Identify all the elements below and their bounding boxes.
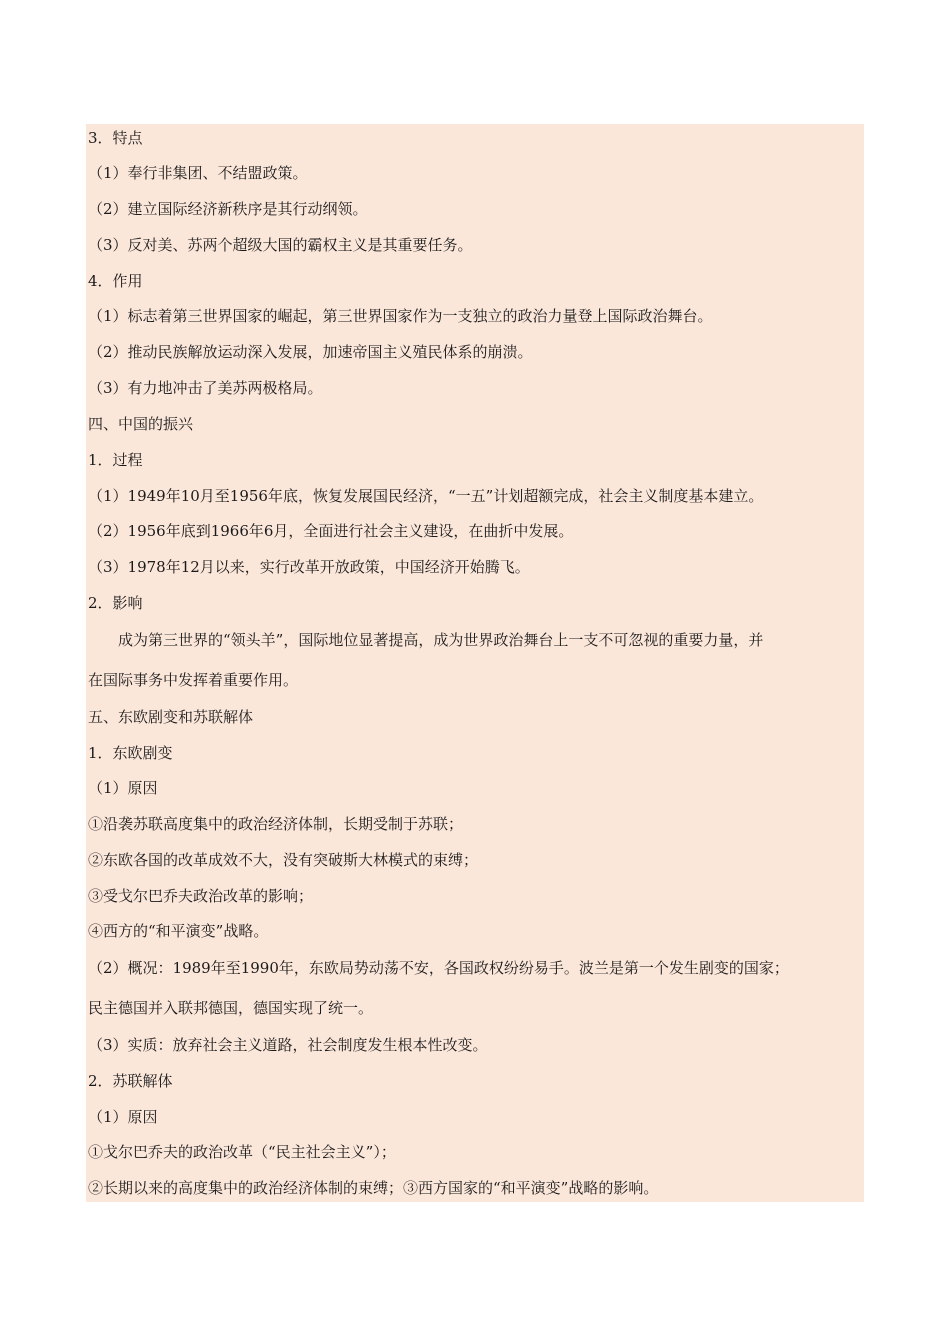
- paragraph: （1）1949年10月至1956年底，恢复发展国民经济，“一五”计划超额完成，社会主义制度基本建立。: [88, 487, 764, 505]
- paragraph: （1）奉行非集团、不结盟政策。: [88, 164, 308, 182]
- list-item: ④西方的“和平演变”战略。: [88, 922, 269, 940]
- chapter-heading: 五、东欧剧变和苏联解体: [88, 708, 254, 726]
- chapter-heading: 四、中国的振兴: [88, 415, 194, 433]
- section-heading: 4．作用: [88, 272, 143, 290]
- section-heading: 2．苏联解体: [88, 1072, 173, 1090]
- list-item: ①沿袭苏联高度集中的政治经济体制，长期受制于苏联；: [88, 815, 464, 833]
- section-heading: 1．东欧剧变: [88, 744, 173, 762]
- paragraph: （3）实质：放弃社会主义道路，社会制度发生根本性改变。: [88, 1036, 488, 1054]
- document-page: [86, 124, 864, 1202]
- paragraph: （3）反对美、苏两个超级大国的霸权主义是其重要任务。: [88, 236, 473, 254]
- paragraph: （3）1978年12月以来，实行改革开放政策，中国经济开始腾飞。: [88, 558, 530, 576]
- list-item: ②东欧各国的改革成效不大，没有突破斯大林模式的束缚；: [88, 851, 479, 869]
- paragraph: （2）建立国际经济新秩序是其行动纲领。: [88, 200, 368, 218]
- list-item: ③受戈尔巴乔夫政治改革的影响；: [88, 887, 314, 905]
- paragraph: （1）标志着第三世界国家的崛起，第三世界国家作为一支独立的政治力量登上国际政治舞台。: [88, 307, 713, 325]
- section-heading: 2．影响: [88, 594, 143, 612]
- paragraph: （3）有力地冲击了美苏两极格局。: [88, 379, 323, 397]
- section-heading: 1．过程: [88, 451, 143, 469]
- paragraph: 民主德国并入联邦德国，德国实现了统一。: [88, 999, 374, 1017]
- paragraph: （2）推动民族解放运动深入发展，加速帝国主义殖民体系的崩溃。: [88, 343, 533, 361]
- paragraph: （1）原因: [88, 779, 158, 797]
- list-item: ②长期以来的高度集中的政治经济体制的束缚；③西方国家的“和平演变”战略的影响。: [88, 1179, 659, 1197]
- paragraph: （2）1956年底到1966年6月，全面进行社会主义建设，在曲折中发展。: [88, 522, 574, 540]
- section-heading: 3．特点: [88, 129, 143, 147]
- paragraph: 成为第三世界的“领头羊”，国际地位显著提高，成为世界政治舞台上一支不可忽视的重要力量，并: [118, 631, 764, 649]
- paragraph: （1）原因: [88, 1108, 158, 1126]
- paragraph: 在国际事务中发挥着重要作用。: [88, 671, 299, 689]
- paragraph: （2）概况：1989年至1990年，东欧局势动荡不安，各国政权纷纷易手。波兰是第一个发生剧变的国家；: [88, 959, 789, 977]
- list-item: ①戈尔巴乔夫的政治改革（“民主社会主义”）；: [88, 1143, 396, 1161]
